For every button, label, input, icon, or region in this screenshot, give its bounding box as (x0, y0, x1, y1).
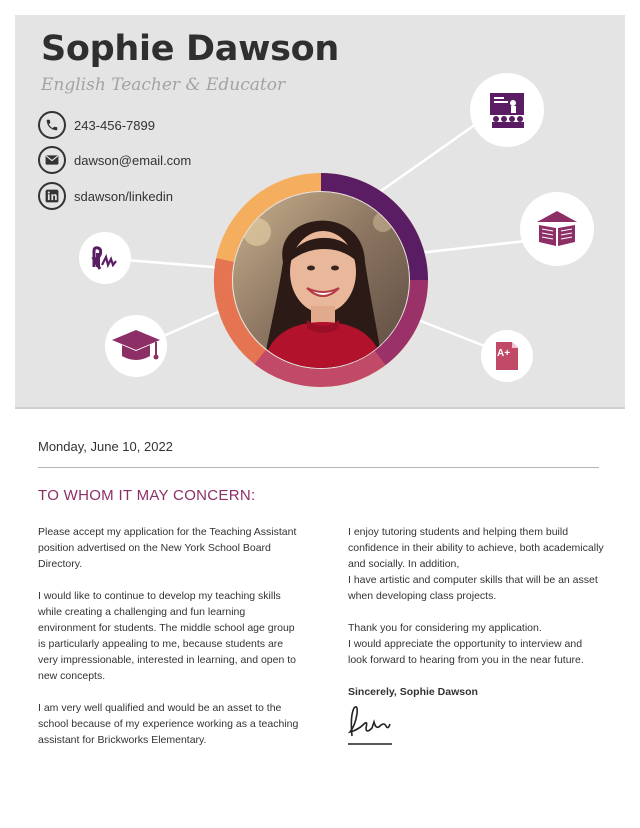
letter-signoff: Sincerely, Sophie Dawson (348, 686, 478, 698)
graduation-cap-icon (110, 326, 162, 366)
date-rule (38, 467, 599, 468)
letter-paragraph: I am very well qualified and would be an asset to the school because of my experience working as a teaching assistant for Brickworks Elementary. (38, 702, 299, 746)
contact-email-text: dawson@email.com (74, 152, 192, 168)
skill-bubble-graduation (105, 315, 167, 377)
presentation-icon (487, 90, 527, 130)
handwritten-signature (344, 700, 404, 748)
letter-column-right (348, 524, 604, 700)
skill-bubble-book (520, 192, 594, 266)
letter-paragraph: I enjoy tutoring students and helping them build confidence in their ability to achieve, both academically and socially. In addition, I have artistic and computer skills that will be an asset when developing class projects. (348, 526, 604, 602)
letter-date: Monday, June 10, 2022 (38, 439, 173, 454)
contact-phone-text: 243-456-7899 (74, 117, 155, 133)
skill-bubble-signature (79, 232, 131, 284)
letter-paragraph: Thank you for considering my application. I would appreciate the opportunity to interview and look forward to hearing from you in the near future. (348, 622, 584, 666)
skill-bubble-grade (481, 330, 533, 382)
letter-column-left (38, 524, 304, 764)
header-banner (15, 15, 625, 407)
book-icon (535, 209, 579, 249)
profile-photo (233, 192, 409, 368)
skill-bubble-presentation (470, 73, 544, 147)
candidate-name: Sophie Dawson (41, 29, 340, 69)
contact-linkedin-text: sdawson/linkedin (74, 188, 174, 204)
signature-icon (90, 243, 120, 273)
letter-paragraph: I would like to continue to develop my teaching skills while creating a challenging and fun learning environment for students. The middle school age group is particularly appealing to me, because students are very impressionable, interested in learning, and open to new concepts. (38, 590, 296, 682)
letter-paragraph: Please accept my application for the Teaching Assistant position advertised on the New York School Board Directory. (38, 526, 297, 570)
grade-text: A+ (497, 348, 511, 359)
letter-greeting: TO WHOM IT MAY CONCERN: (38, 487, 256, 504)
header-divider (15, 407, 625, 409)
candidate-role: English Teacher & Educator (41, 75, 286, 95)
